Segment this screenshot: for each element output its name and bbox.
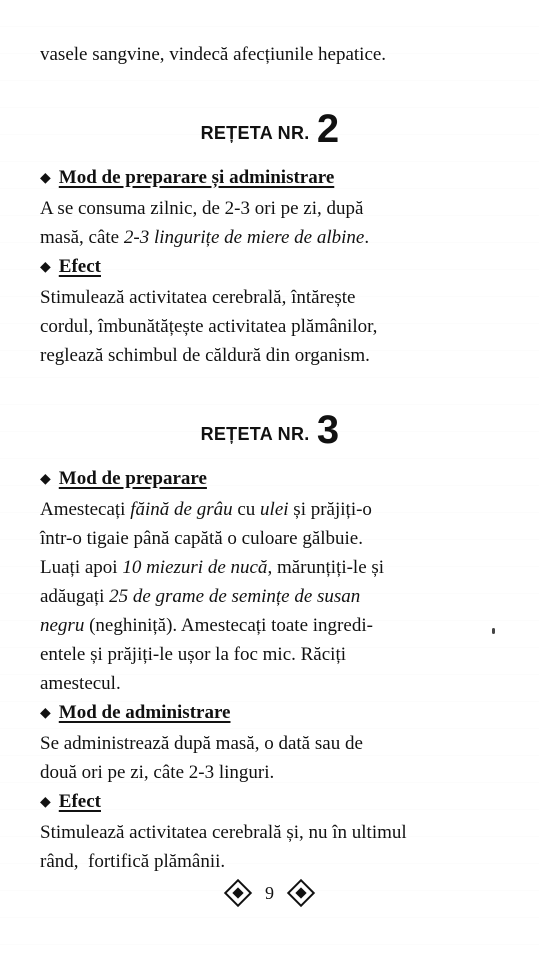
recipe-2-effect-line-1 xyxy=(40,283,500,312)
section-title: Efect xyxy=(58,791,101,812)
recipe-2-title-number: 2 xyxy=(316,107,340,151)
recipe-2-title-word: REȚETA NR. xyxy=(200,123,310,143)
recipe-3-administration-line-1 xyxy=(40,729,500,758)
text-span: și prăjiți-o xyxy=(288,499,372,520)
recipe-3-effect-line-2 xyxy=(40,847,500,876)
text-line: entele și prăjiți-le ușor la foc mic. Răciți xyxy=(40,644,347,665)
page-content xyxy=(40,18,500,876)
page-footer xyxy=(0,882,539,904)
recipe-3-preparation-line-3 xyxy=(40,553,500,582)
text-line: rând, fortifică plămânii. xyxy=(40,851,226,872)
continued-text-line: vasele sangvine, vindecă afecțiunile hepatice. xyxy=(40,44,387,65)
recipe-3-title-word: REȚETA NR. xyxy=(200,424,310,444)
recipe-3-preparation-line-5 xyxy=(40,611,500,640)
recipe-3-preparation-line-6 xyxy=(40,640,500,669)
text-span: (neghiniță). Amestecați toate ingredi- xyxy=(84,615,373,636)
section-title: Mod de preparare și administrare xyxy=(58,167,335,188)
recipe-3-title-number: 3 xyxy=(316,408,340,452)
italic-ingredient: făină de grâu xyxy=(130,499,233,520)
recipe-3-preparation-line-4 xyxy=(40,582,500,611)
recipe-3-effect-line-1 xyxy=(40,818,500,847)
diamond-bullet-icon: ◆ xyxy=(40,260,51,275)
recipe-3-effect-heading xyxy=(40,787,500,818)
print-speck xyxy=(492,628,495,634)
recipe-3-title xyxy=(40,410,500,450)
text-line: amestecul. xyxy=(40,673,121,694)
section-title: Efect xyxy=(58,256,101,277)
text-span: , mărunțiți-le și xyxy=(267,557,385,578)
recipe-3-preparation-heading xyxy=(40,464,500,495)
recipe-2-effect-line-2 xyxy=(40,312,500,341)
recipe-2-effect-heading xyxy=(40,252,500,283)
text-span: cu xyxy=(232,499,261,520)
diamond-bullet-icon: ◆ xyxy=(40,706,51,721)
recipe-2-title xyxy=(40,109,500,149)
text-span: adăugați xyxy=(40,586,110,607)
diamond-ornament-icon xyxy=(227,882,249,904)
text-span: masă, câte xyxy=(40,227,124,248)
recipe-2-preparation-line-1 xyxy=(40,194,500,223)
italic-ingredient: 25 de grame de semințe de susan xyxy=(109,586,361,607)
diamond-bullet-icon: ◆ xyxy=(40,472,51,487)
text-line: Se administrează după masă, o dată sau de xyxy=(40,733,363,754)
italic-ingredient: negru xyxy=(40,615,85,636)
italic-ingredient: ulei xyxy=(260,499,289,520)
italic-ingredient: 10 miezuri de nucă xyxy=(122,557,268,578)
text-line: cordul, îmbunătățește activitatea plămânilor, xyxy=(40,316,378,337)
diamond-bullet-icon: ◆ xyxy=(40,171,51,186)
recipe-2-preparation-heading xyxy=(40,163,500,194)
recipe-3-preparation-line-2 xyxy=(40,524,500,553)
recipe-3-preparation-line-1 xyxy=(40,495,500,524)
text-line: două ori pe zi, câte 2-3 linguri. xyxy=(40,762,275,783)
text-span: . xyxy=(364,227,370,248)
page-number: 9 xyxy=(265,882,274,903)
diamond-ornament-icon xyxy=(290,882,312,904)
text-line: A se consuma zilnic, de 2-3 ori pe zi, după xyxy=(40,198,364,219)
text-span: Amestecați xyxy=(40,499,131,520)
recipe-2-effect-line-3 xyxy=(40,341,500,370)
text-line: reglează schimbul de căldură din organism. xyxy=(40,345,370,366)
recipe-3-administration-heading xyxy=(40,698,500,729)
section-title: Mod de administrare xyxy=(58,702,231,723)
recipe-3-administration-line-2 xyxy=(40,758,500,787)
continued-text xyxy=(40,40,500,69)
italic-ingredient: 2-3 lingurițe de miere de albine xyxy=(123,227,365,248)
text-span: Luați apoi xyxy=(40,557,123,578)
diamond-bullet-icon: ◆ xyxy=(40,795,51,810)
text-line: într-o tigaie până capătă o culoare gălbuie. xyxy=(40,528,363,549)
recipe-2-preparation-line-2 xyxy=(40,223,500,252)
recipe-3-preparation-line-7 xyxy=(40,669,500,698)
text-line: Stimulează activitatea cerebrală, întărește xyxy=(40,287,356,308)
text-line: Stimulează activitatea cerebrală și, nu în ultimul xyxy=(40,822,407,843)
section-title: Mod de preparare xyxy=(58,468,207,489)
